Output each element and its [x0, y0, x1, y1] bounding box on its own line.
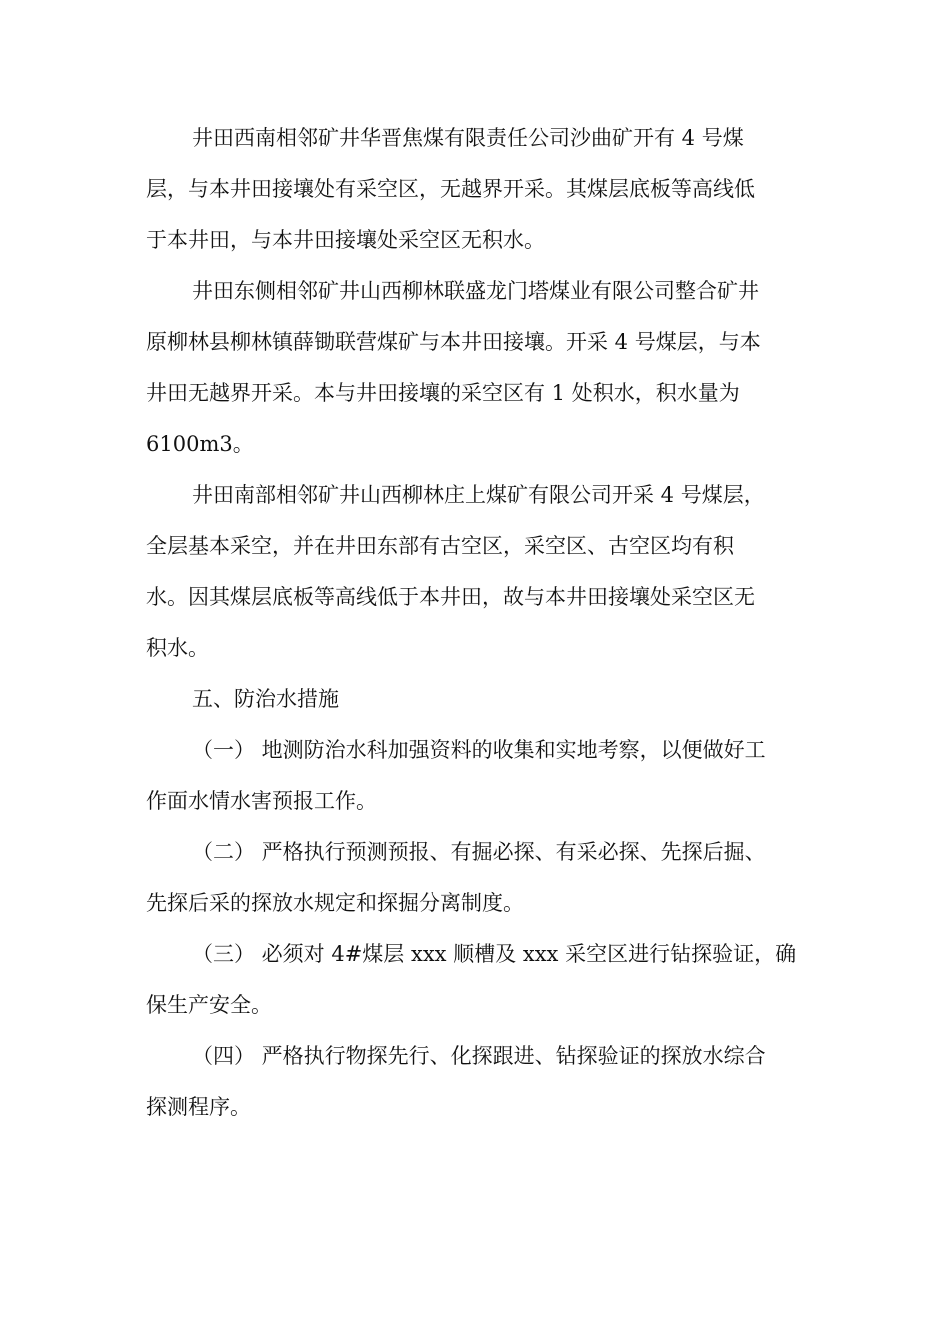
text-line: 原柳林县柳林镇薛锄联营煤矿与本井田接壤。开采 4 号煤层，与本 [146, 330, 761, 354]
text-line: 于本井田，与本井田接壤处采空区无积水。 [146, 228, 545, 252]
text-line: （四） 严格执行物探先行、化探跟进、钻探验证的探放水综合 [192, 1044, 766, 1068]
text-line: 水。因其煤层底板等高线低于本井田，故与本井田接壤处采空区无 [146, 585, 755, 609]
text-line: （二） 严格执行预测预报、有掘必探、有采必探、先探后掘、 [192, 840, 766, 864]
text-line: 井田南部相邻矿井山西柳林庄上煤矿有限公司开采 4 号煤层， [192, 483, 765, 507]
text-line: 井田无越界开采。本与井田接壤的采空区有 1 处积水，积水量为 [146, 381, 740, 405]
text-line: 井田西南相邻矿井华晋焦煤有限责任公司沙曲矿开有 4 号煤 [192, 126, 744, 150]
text-line: （一） 地测防治水科加强资料的收集和实地考察，以便做好工 [192, 738, 766, 762]
text-line: 作面水情水害预报工作。 [146, 789, 377, 813]
text-line: 6100m3。 [146, 432, 254, 456]
text-line: 全层基本采空，并在井田东部有古空区，采空区、古空区均有积 [146, 534, 734, 558]
text-line: 先探后采的探放水规定和探掘分离制度。 [146, 891, 524, 915]
text-line: 积水。 [146, 636, 209, 660]
text-line: 探测程序。 [146, 1095, 251, 1119]
text-line: 层，与本井田接壤处有采空区，无越界开采。其煤层底板等高线低 [146, 177, 755, 201]
text-line: 保生产安全。 [146, 993, 272, 1017]
section-heading: 五、防治水措施 [192, 687, 339, 711]
text-line: （三） 必须对 4#煤层 xxx 顺槽及 xxx 采空区进行钻探验证，确 [192, 942, 797, 966]
text-line: 井田东侧相邻矿井山西柳林联盛龙门塔煤业有限公司整合矿井 [192, 279, 759, 303]
